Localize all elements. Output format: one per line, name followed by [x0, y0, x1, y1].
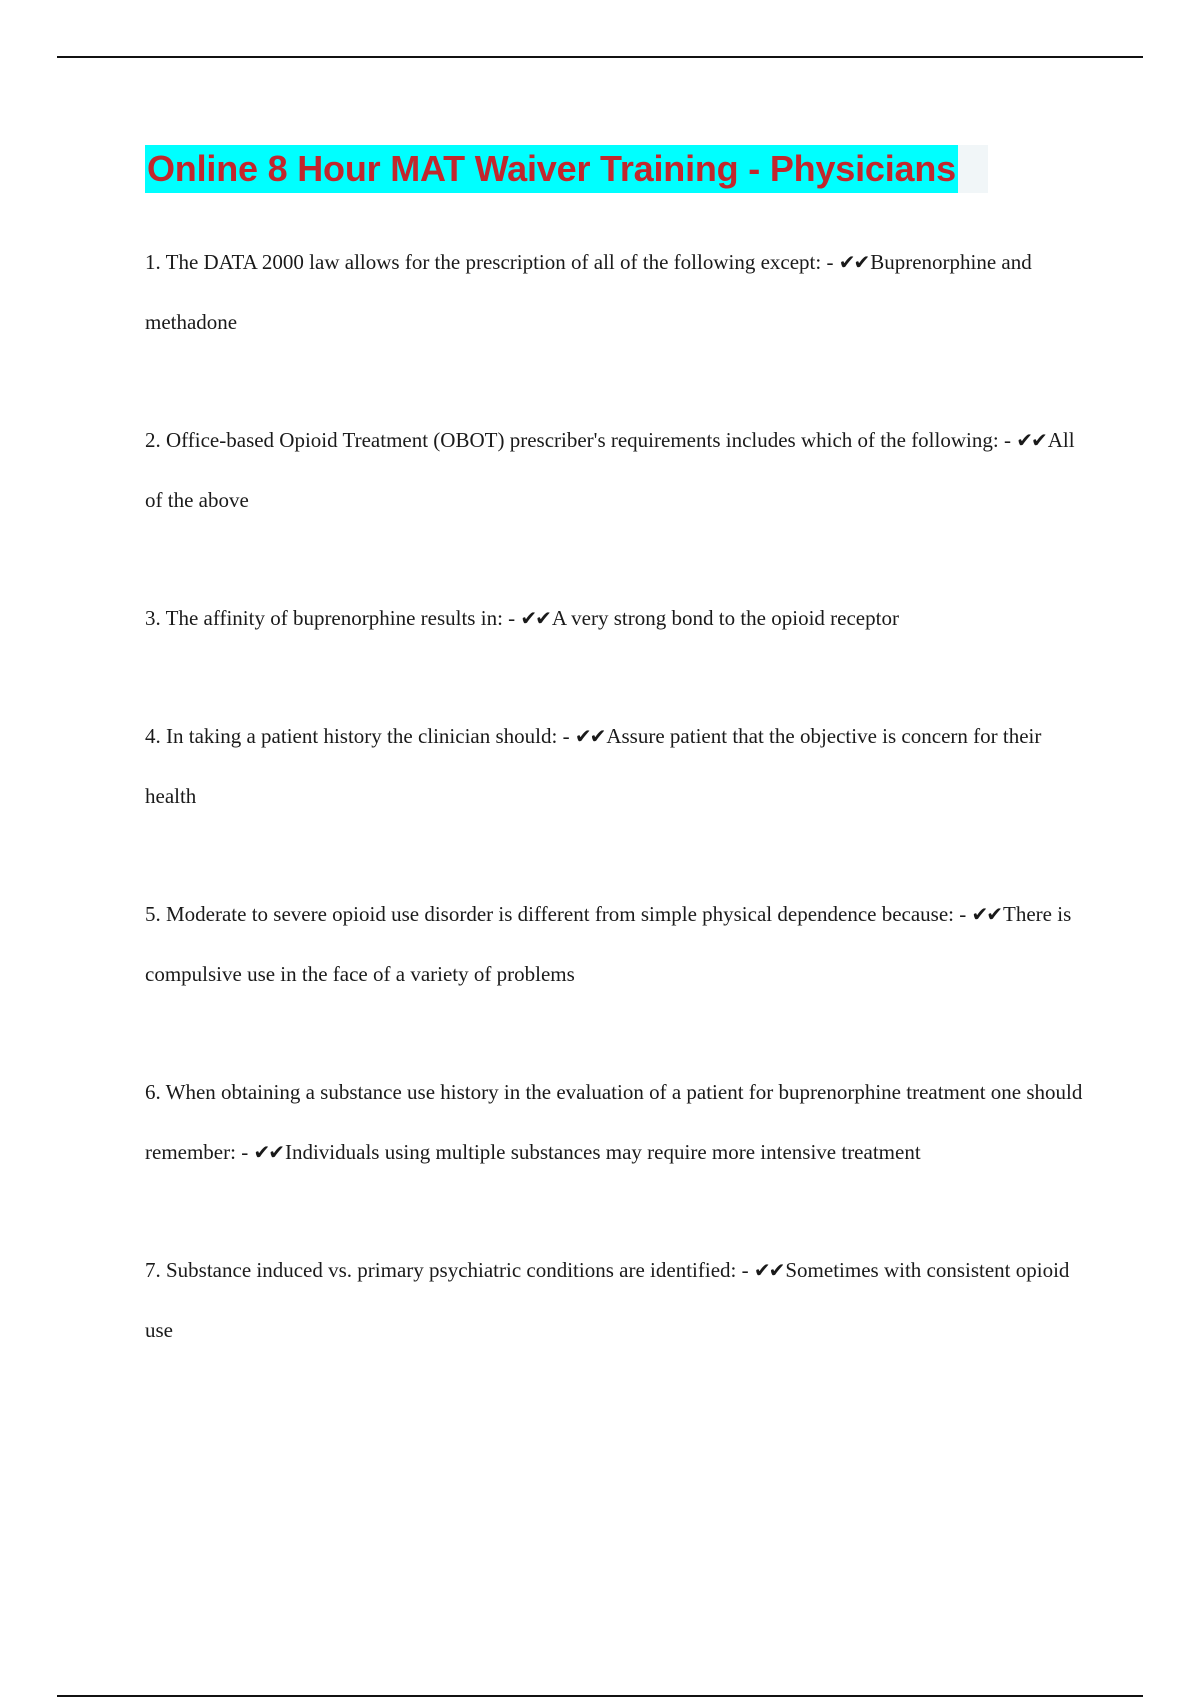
question-item-5: [145, 884, 1085, 1004]
question-text: 7. Substance induced vs. primary psychiatric conditions are identified: -: [145, 1258, 749, 1282]
question-text: 5. Moderate to severe opioid use disorder is different from simple physical dependence because: -: [145, 902, 967, 926]
check-icon: ✔✔: [1016, 428, 1046, 452]
title-block: [145, 145, 988, 193]
question-text: 1. The DATA 2000 law allows for the prescription of all of the following except: -: [145, 250, 834, 274]
answer-text: Individuals using multiple substances may require more intensive treatment: [284, 1140, 921, 1164]
answer-text: Assure patient that the objective is concern for their health: [145, 724, 1042, 808]
question-item-2: [145, 410, 1085, 530]
check-icon: ✔✔: [574, 724, 605, 748]
check-icon: ✔✔: [520, 606, 550, 630]
check-icon: ✔✔: [838, 250, 869, 274]
footer-rule: [57, 1695, 1143, 1697]
question-item-1: [145, 232, 1085, 352]
question-text: 2. Office-based Opioid Treatment (OBOT) prescriber's requirements includes which of the following: -: [145, 428, 1011, 452]
check-icon: ✔✔: [971, 902, 1002, 926]
answer-text: A very strong bond to the opioid receptor: [551, 606, 899, 630]
question-text: 4. In taking a patient history the clinician should: -: [145, 724, 570, 748]
question-item-7: [145, 1240, 1085, 1360]
question-item-6: [145, 1062, 1085, 1182]
check-icon: ✔✔: [753, 1258, 784, 1282]
check-icon: ✔✔: [253, 1140, 283, 1164]
question-item-4: [145, 706, 1085, 826]
answer-text: All of the above: [145, 428, 1075, 512]
answer-text: There is compulsive use in the face of a variety of problems: [145, 902, 1072, 986]
answer-text: Buprenorphine and methadone: [145, 250, 1032, 334]
question-item-3: [145, 588, 1085, 648]
document-title: Online 8 Hour MAT Waiver Training - Physicians: [145, 145, 958, 193]
question-list: [145, 232, 1085, 1418]
answer-text: Sometimes with consistent opioid use: [145, 1258, 1070, 1342]
question-text: 6. When obtaining a substance use history in the evaluation of a patient for buprenorphine treatment one should remember: -: [145, 1080, 1083, 1164]
question-text: 3. The affinity of buprenorphine results in: -: [145, 606, 516, 630]
header-rule: [57, 56, 1143, 58]
title-highlight-tail: [958, 145, 988, 193]
